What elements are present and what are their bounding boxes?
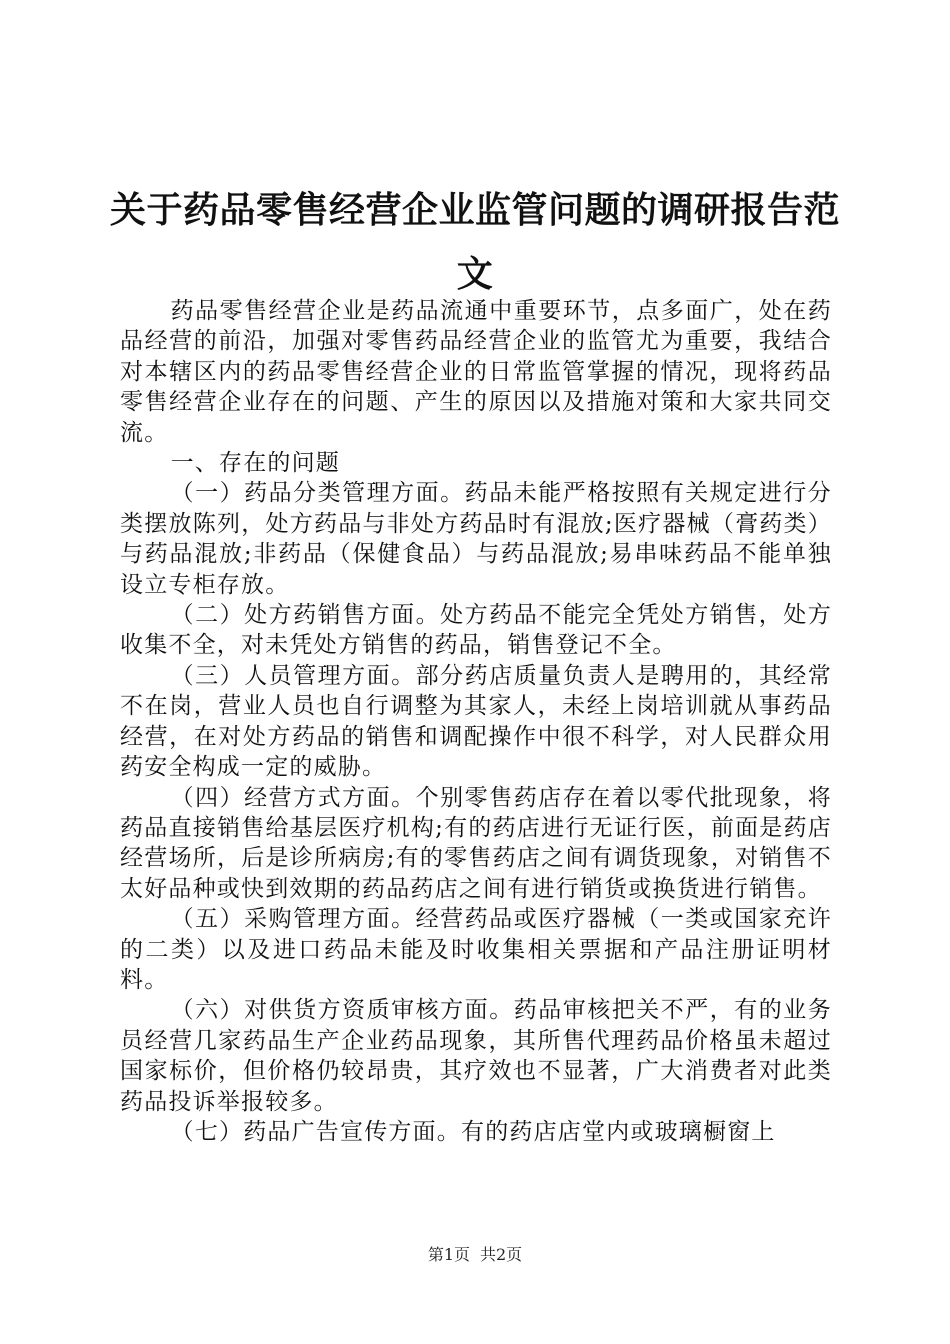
page-total: 共2页 xyxy=(480,1245,523,1264)
paragraph-item-2: （二）处方药销售方面。处方药品不能完全凭处方销售，处方收集不全，对未凭处方销售的药品，销售登记不全。 xyxy=(120,602,832,659)
paragraph-item-3: （三）人员管理方面。部分药店质量负责人是聘用的，其经常不在岗，营业人员也自行调整为其家人，未经上岗培训就从事药品经营，在对处方药品的销售和调配操作中很不科学，对人民群众用药安全构成一定的威胁。 xyxy=(120,662,832,781)
paragraph-item-1: （一）药品分类管理方面。药品未能严格按照有关规定进行分类摆放陈列，处方药品与非处方药品时有混放;医疗器械（膏药类）与药品混放;非药品（保健食品）与药品混放;易串味药品不能单独设立专柜存放。 xyxy=(120,480,832,598)
paragraph-item-7: （七）药品广告宣传方面。有的药店店堂内或玻璃橱窗上 xyxy=(170,1118,776,1145)
paragraph-item-5: （五）采购管理方面。经营药品或医疗器械（一类或国家充许的二类）以及进口药品未能及时收集相关票据和产品注册证明材料。 xyxy=(120,906,832,993)
page-number: 第1页 xyxy=(427,1245,470,1264)
page-footer xyxy=(0,1243,950,1267)
document-body xyxy=(120,296,832,1147)
paragraph-item-4: （四）经营方式方面。个别零售药店存在着以零代批现象，将药品直接销售给基层医疗机构;有的药店进行无证行医，前面是药店经营场所，后是诊所病房;有的零售药店之间有调货现象，对销售不太好品种或快到效期的药品药店之间有进行销货或换货进行销售。 xyxy=(120,784,832,902)
paragraph-intro: 药品零售经营企业是药品流通中重要环节，点多面广，处在药品经营的前沿，加强对零售药品经营企业的监管尤为重要，我结合对本辖区内的药品零售经营企业的日常监管掌握的情况，现将药品零售经营企业存在的问题、产生的原因以及措施对策和大家共同交流。 xyxy=(120,298,832,446)
document-title: 关于药品零售经营企业监管问题的调研报告范文 xyxy=(110,189,841,295)
section-heading-problems: 一、存在的问题 xyxy=(170,450,340,477)
paragraph-item-6: （六）对供货方资质审核方面。药品审核把关不严，有的业务员经营几家药品生产企业药品现象，其所售代理药品价格虽未超过国家标价，但价格仍较昂贵，其疗效也不显著，广大消费者对此类药品投诉举报较多。 xyxy=(120,997,832,1115)
